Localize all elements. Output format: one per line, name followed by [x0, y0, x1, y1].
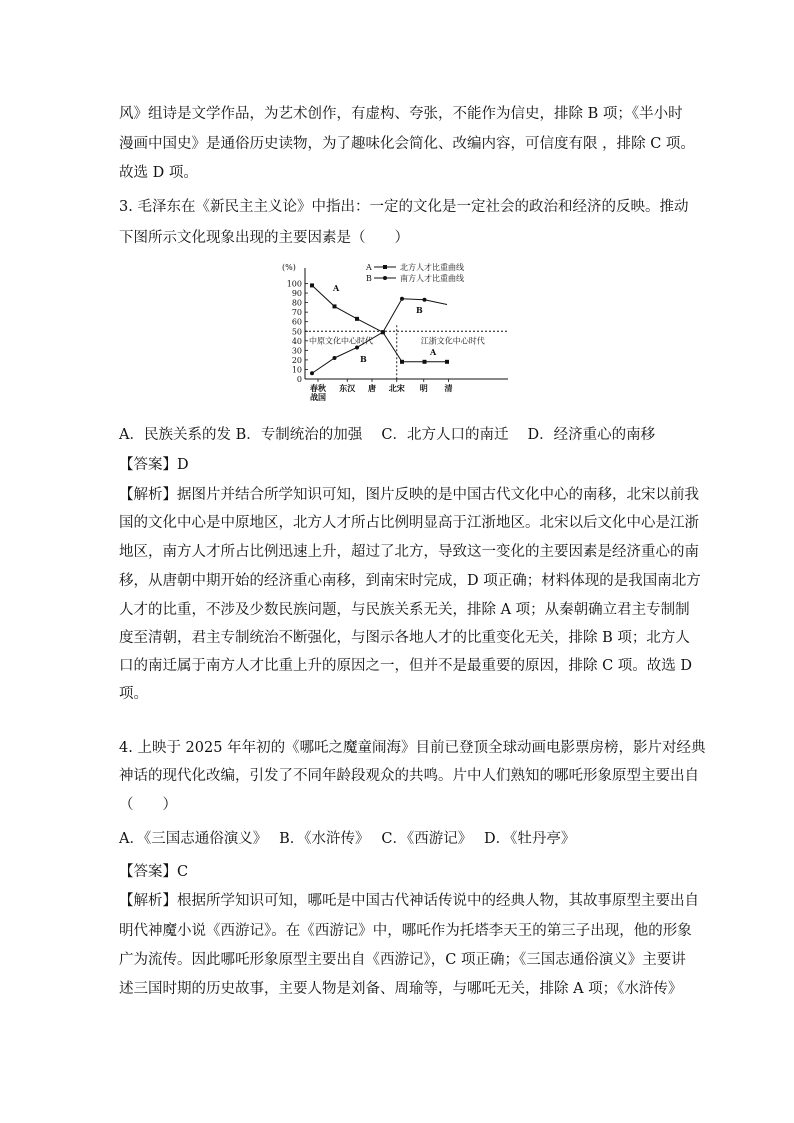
y-tick-label: 100: [286, 279, 302, 289]
series-line-A: [312, 285, 447, 361]
analysis-4: 【解析】根据所学知识可知，哪吒是中国古代神话传说中的经典人物，其故事原型主要出自: [119, 893, 699, 909]
question-3-options: A．民族关系的发 B．专制统治的加强 C．北方人口的南迁 D．经济重心的南移: [119, 427, 656, 443]
y-tick-label: 0: [296, 375, 302, 384]
answer-3: 【答案】D: [119, 457, 189, 473]
data-point-B: [355, 345, 359, 349]
y-tick-label: 50: [291, 327, 302, 337]
y-tick-label: 90: [291, 289, 302, 299]
analysis-4: 明代神魔小说《西游记》。在《西游记》中，哪吒作为托塔李天王的第三子出现，他的形象: [119, 923, 692, 939]
analysis-4: 述三国时期的历史故事，主要人物是刘备、周瑜等，与哪吒无关，排除 A 项；《水浒传》: [119, 981, 683, 997]
data-point-B: [400, 297, 404, 301]
question-4-options: A．《三国志通俗演义》 B．《水浒传》 C．《西游记》 D．《牡丹亭》: [119, 831, 576, 847]
question-3-stem: 3. 毛泽东在《新民主主义论》中指出：一定的文化是一定社会的政治和经济的反映。推动: [119, 199, 689, 215]
y-tick-label: 30: [291, 346, 302, 356]
talent-ratio-chart: [280, 258, 520, 408]
data-point-A: [355, 317, 359, 321]
analysis-3: 【解析】据图片并结合所学知识可知，图片反映的是中国古代文化中心的南移，北宋以前我: [119, 487, 699, 503]
data-point-A: [423, 360, 427, 364]
analysis-3: 国的文化中心是中原地区，北方人才所占比例明显高于江浙地区。北宋以后文化中心是江浙: [119, 515, 699, 531]
analysis-3: 移，从唐朝中期开始的经济重心南移，到南宋时完成，D 项正确；材料体现的是我国南北方: [119, 573, 701, 589]
curve-label-b: B: [360, 354, 367, 364]
legend-swatch-marker: [383, 265, 387, 269]
x-tick-label: 明: [419, 383, 428, 393]
data-point-A: [445, 360, 449, 364]
legend-label-B: 南方人才比重曲线: [400, 274, 464, 283]
data-point-A: [310, 283, 314, 287]
curve-label-b: B: [416, 305, 423, 315]
question-3-stem: 下图所示文化现象出现的主要因素是（ ）: [119, 230, 409, 246]
x-tick-label: 东汉: [339, 383, 356, 393]
question-4-stem: 4. 上映于 2025 年年初的《哪吒之魔童闹海》目前已登顶全球动画电影票房榜，影片对经典: [119, 740, 706, 756]
analysis-3: 口的南迁属于南方人才比重上升的原因之一，但并不是最重要的原因，排除 C 项。故选 D: [119, 658, 693, 674]
analysis-4: 广为流传。因此哪吒形象原型主要出自《西游记》，C 项正确；《三国志通俗演义》主要讲: [119, 952, 686, 968]
text-line: 漫画中国史》是通俗历史读物，为了趣味化会简化、改编内容，可信度有限 ，排除 C 项。: [119, 136, 695, 152]
region-label-central-plains: 中原文化中心时代: [309, 336, 373, 346]
data-point-A: [400, 360, 404, 364]
legend-key-A: A: [366, 263, 372, 272]
question-4-stem: 神话的现代化改编，引发了不同年龄段观众的共鸣。片中人们熟知的哪吒形象原型主要出自: [119, 768, 699, 784]
y-tick-label: 70: [291, 308, 302, 318]
y-tick-label: 40: [291, 336, 302, 346]
legend-label-A: 北方人才比重曲线: [400, 263, 464, 272]
data-point-B: [423, 298, 427, 302]
y-tick-label: 20: [291, 355, 302, 365]
curve-label-a: A: [430, 347, 437, 357]
data-point-A: [333, 304, 337, 308]
text-line: 风》组诗是文学作品，为艺术创作，有虚构、夸张，不能作为信史，排除 B 项；《半小时: [119, 106, 683, 122]
analysis-3: 人才的比重，不涉及少数民族问题，与民族关系无关，排除 A 项；从秦朝确立君主专制制: [119, 602, 690, 618]
data-point-B: [381, 330, 385, 334]
answer-4: 【答案】C: [119, 864, 189, 880]
x-tick-label: 唐: [368, 383, 376, 393]
x-tick-label: 战国: [310, 392, 326, 402]
text-line: 故选 D 项。: [119, 165, 198, 181]
x-tick-label: 北宋: [388, 383, 405, 393]
y-tick-label: 60: [291, 317, 302, 327]
data-point-B: [310, 371, 314, 375]
data-point-B: [333, 356, 337, 360]
region-label-jiangzhe: 江浙文化中心时代: [420, 336, 485, 346]
legend-swatch-marker: [383, 276, 387, 280]
x-tick-label: 清: [444, 383, 453, 393]
curve-label-a: A: [333, 283, 340, 293]
y-tick-label: 10: [291, 365, 302, 375]
question-4-stem: （ ）: [119, 797, 177, 813]
y-tick-label: 80: [291, 298, 302, 308]
y-unit-label: (%): [282, 263, 296, 272]
legend-key-B: B: [366, 274, 372, 283]
x-tick-label: 春秋: [310, 383, 326, 393]
analysis-3: 度至清朝，君主专制统治不断强化，与图示各地人才的比重变化无关，排除 B 项；北方人: [119, 630, 690, 646]
analysis-3: 地区，南方人才所占比例迅速上升，超过了北方，导致这一变化的主要因素是经济重心的南: [119, 544, 699, 560]
analysis-3: 项。: [119, 686, 148, 702]
